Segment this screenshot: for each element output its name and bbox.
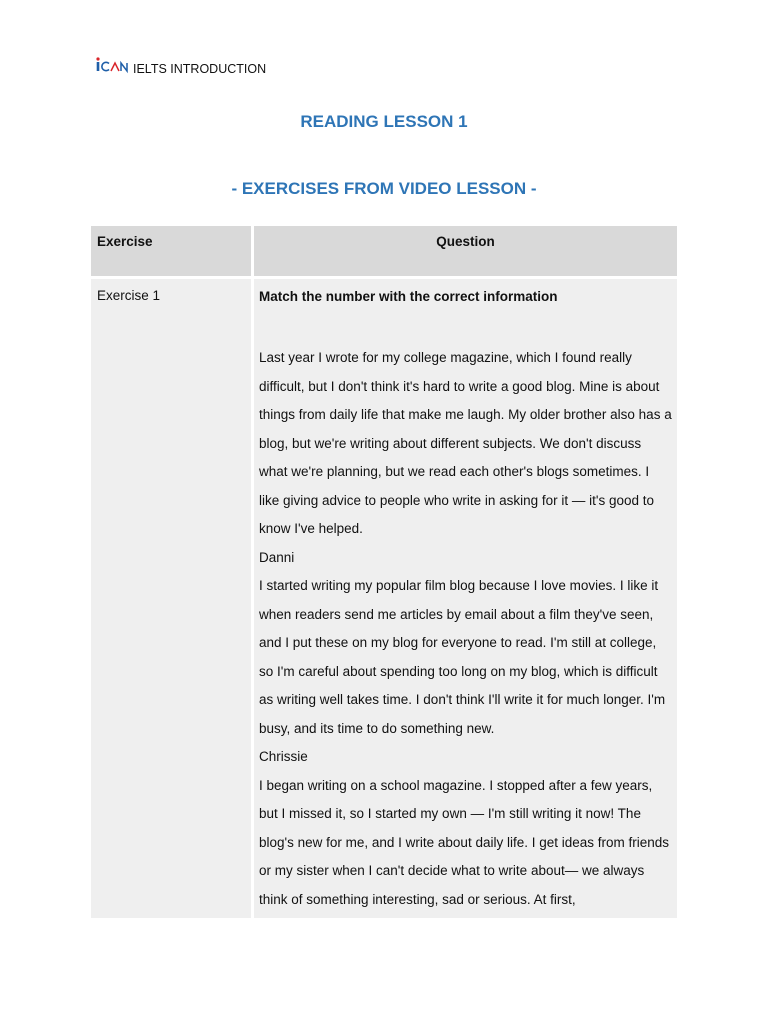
ican-logo bbox=[95, 54, 129, 74]
question-title: Match the number with the correct information bbox=[259, 289, 558, 304]
lesson-subtitle: - EXERCISES FROM VIDEO LESSON - bbox=[231, 179, 537, 198]
paragraph-text: Last year I wrote for my college magazine, which I found really difficult, but I don't think it's hard to write a good blog. Mine is about things from daily life that make me laugh. My older brother also has a blog, but we're writing about different subjects. We don't discuss what we're planning, but we read each other's blogs sometimes. I like giving advice to people who write in asking for it — it's good to know I've helped. bbox=[259, 350, 672, 536]
header-title: IELTS INTRODUCTION bbox=[133, 62, 267, 76]
paragraph-text: I began writing on a school magazine. I stopped after a few years, but I missed it, so I started my own — I'm still writing it now! The blog's new for me, and I write about daily life. I get ideas from friends or my sister when I can't decide what to write about— we always think of something interesting, sad or serious. At first, bbox=[259, 777, 670, 907]
exercise-cell: Exercise 1 bbox=[91, 279, 251, 918]
author-name: Danni bbox=[259, 549, 295, 565]
author-name: Chrissie bbox=[259, 749, 308, 764]
question-cell bbox=[254, 279, 677, 918]
question-text bbox=[259, 344, 677, 914]
page-header bbox=[95, 54, 266, 74]
table-row bbox=[91, 279, 677, 918]
paragraph-text: I started writing my popular film blog because I love movies. I like it when readers send me articles by email about a film they've seen, and I put these on my blog for everyone to read. I'm still at college, so I'm careful about spending too long on my blog, which is difficult as writing well takes time. I don't think I'll write it for much longer. I'm busy, and its time to do something new. bbox=[259, 578, 666, 736]
exercise-table bbox=[91, 226, 677, 918]
column-header-question: Question bbox=[254, 226, 677, 276]
table-header-row bbox=[91, 226, 677, 276]
lesson-title: READING LESSON 1 bbox=[300, 112, 468, 131]
column-header-exercise: Exercise bbox=[91, 226, 251, 276]
